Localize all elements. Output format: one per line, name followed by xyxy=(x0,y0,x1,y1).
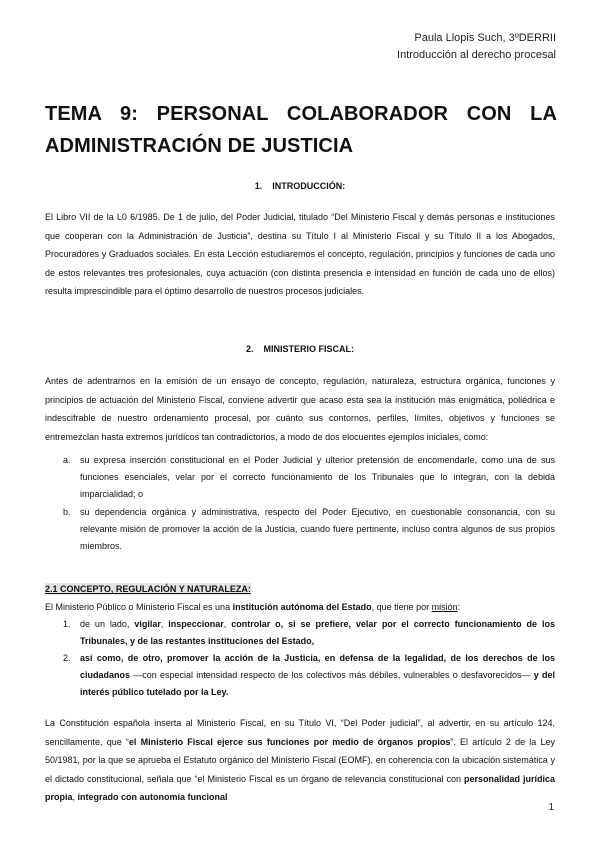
text-run: , xyxy=(72,792,78,802)
section-heading-ministerio-fiscal xyxy=(0,344,600,354)
section-number: 1. xyxy=(254,181,263,191)
subsection-intro xyxy=(45,599,555,616)
section-title: INTRODUCCIÓN: xyxy=(272,181,346,191)
bold-run: y del interés público tutelado por la Ley. xyxy=(80,670,555,697)
constitution-paragraph xyxy=(45,714,555,807)
list-marker: a. xyxy=(63,455,71,465)
text-run: ”. El artículo 2 de la Ley 50/1981, por la que se aprueba el Estatuto orgánico del Ministerio Fiscal (EOMF), en coherencia con la ubicación sistemática y el dictado constitucional, señala que “el Ministerio Fiscal es un órgano de relevancia constitucional con xyxy=(45,736,555,784)
bold-run: controlar xyxy=(231,619,271,629)
page-header xyxy=(397,30,556,64)
document-title: TEMA 9: PERSONAL COLABORADOR CON LA ADMINISTRACIÓN DE JUSTICIA xyxy=(45,103,557,157)
bold-run: promover la acción de la Justicia, en defensa de la legalidad, de los derechos de los ciudadanos xyxy=(80,653,555,680)
list-item-text xyxy=(80,650,555,701)
list-item-text xyxy=(80,616,555,650)
list-marker: 2. xyxy=(63,653,71,663)
bold-run: el Ministerio Fiscal ejerce sus funciones por medio de órganos propios xyxy=(128,736,451,747)
bold-run: o, si se prefiere, velar por el correcto funcionamiento de los Tribunales, y de las restantes instituciones del Estado, xyxy=(80,619,555,646)
underlined-run: misión xyxy=(431,602,458,612)
page-number: 1 xyxy=(548,802,554,813)
text-run: de un lado, xyxy=(80,619,135,629)
text-run: —con especial intensidad respecto de los colectivos más débiles, vulnerables o desfavorecidos— xyxy=(130,670,534,680)
text-run: , xyxy=(160,619,169,629)
bold-run: institución autónoma del Estado xyxy=(232,602,372,612)
bold-run: vigilar xyxy=(134,619,161,629)
text-run: El Ministerio Público o Ministerio Fiscal es una xyxy=(45,602,233,612)
header-course: Introducción al derecho procesal xyxy=(397,49,556,61)
text-run: La Constitución española inserta al Ministerio Fiscal, en su Título VI, “Del Poder judicial”, al advertir, en su artículo 124, sencillamente, que “ xyxy=(45,718,555,747)
section-number: 2. xyxy=(245,344,254,354)
list-marker: 1. xyxy=(63,619,71,629)
list-item-text: su expresa inserción constitucional en el Poder Judicial y ulterior pretensión de encomendarle, como una de sus funciones esenciales, velar por el correcto funcionamiento de los Tribunales que lo integran, con la debida imparcialidad; o xyxy=(80,455,555,499)
list-item xyxy=(45,616,555,650)
section-heading-introduccion xyxy=(0,181,600,191)
intro-paragraph: El Libro VII de la L0 6/1985. De 1 de julio, del Poder Judicial, titulado “Del Ministerio Fiscal y demás personas e instituciones que cooperan con la Administración de Justicia”, destina su Título I al Ministerio Fiscal y su Título II a los Abogados, Procuradores y Graduados sociales. En esta Lección estudiaremos el concepto, regulación, principios y funciones de cada uno de estos relevantes tres profesionales, cuya actuación (con distinta presencia e intensidad en función de cada uno de ellos) resulta imprescindible para el óptimo desarrollo de nuestros procesos judiciales. xyxy=(45,212,555,296)
fiscal-paragraph: Antes de adentrarnos en la emisión de un ensayo de concepto, regulación, naturaleza, estructura orgánica, funciones y principios de actuación del Ministerio Fiscal, conviene advertir que acaso esta sea la institución más enigmática, poliédrica e indescifrable de nuestro ordenamiento procesal, por cuánto sus contornos, perfiles, límites, objetivos y funciones se entremezclan hasta extremos jurídicos tan contradictorios, a modo de dos elocuentes ejemplos iniciales, como: xyxy=(45,376,555,442)
list-item xyxy=(45,504,555,555)
text-run: , que tiene por xyxy=(371,602,432,612)
list-item xyxy=(45,650,555,701)
bold-run: integrado con autonomía funcional xyxy=(77,792,228,802)
bold-run: inspeccionar xyxy=(168,619,224,629)
bold-run: así como, de otro, xyxy=(80,653,167,663)
list-marker: b. xyxy=(63,507,71,517)
text-run: , xyxy=(223,619,232,629)
list-item-text: su dependencia orgánica y administrativa, respecto del Poder Ejecutivo, en cuestionable consonancia, con su relevante misión de promover la acción de la Justicia, cuando fuere pertinente, incluso contra algunos de sus propios miembros. xyxy=(80,507,555,551)
bold-run: personalidad jurídica propia xyxy=(45,773,555,802)
list-item xyxy=(45,452,555,503)
subsection-heading: 2.1 CONCEPTO, REGULACIÓN Y NATURALEZA: xyxy=(45,584,251,594)
section-title: MINISTERIO FISCAL: xyxy=(263,344,355,354)
text-run: : xyxy=(457,602,461,612)
header-author: Paula Llopis Such, 3ºDERRII xyxy=(414,32,556,44)
